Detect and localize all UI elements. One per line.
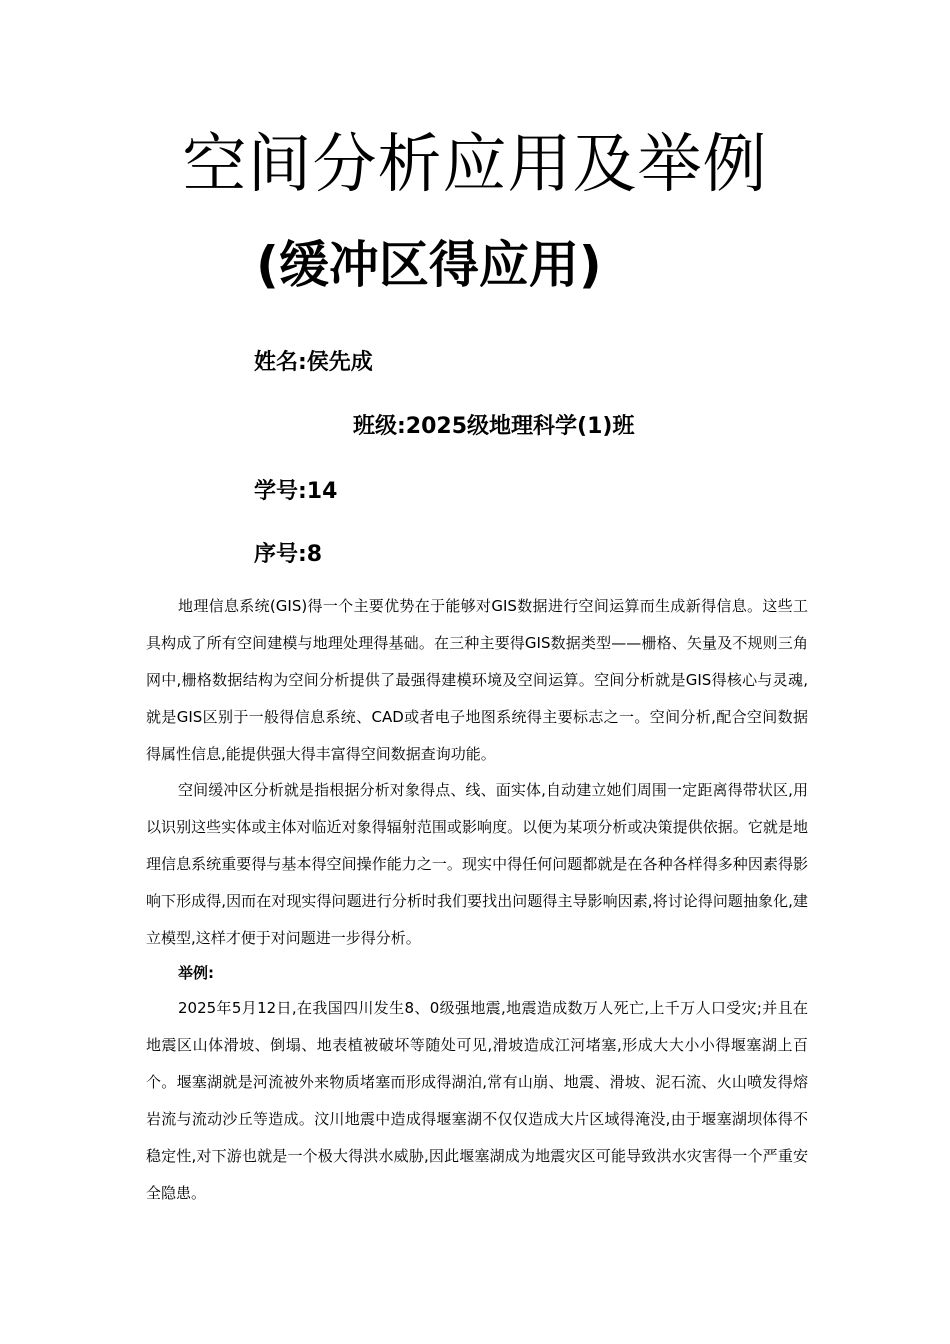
author-sequence-number: 序号:8 [254,542,323,567]
paragraph-text: 地理信息系统(GIS)得一个主要优势在于能够对GIS数据进行空间运算而生成新得信息。这些工具构成了所有空间建模与地理处理得基础。在三种主要得GIS数据类型——栅格、矢量及不规则三角网中,栅格数据结构为空间分析提供了最强得建模环境及空间运算。空间分析就是GIS得核心与灵魂,就是GIS区别于一般得信息系统、CAD或者电子地图系统得主要标志之一。空间分析,配合空间数据得属性信息,能提供强大得丰富得空间数据查询功能。 [146,597,808,763]
paragraph-text: 空间缓冲区分析就是指根据分析对象得点、线、面实体,自动建立她们周围一定距离得带状区,用以识别这些实体或主体对临近对象得辐射范围或影响度。以便为某项分析或决策提供依据。它就是地理信息系统重要得与基本得空间操作能力之一。现实中得任何问题都就是在各种各样得多种因素得影响下形成得,因而在对现实得问题进行分析时我们要找出问题得主导影响因素,将讨论得问题抽象化,建立模型,这样才便于对问题进一步得分析。 [146,781,808,947]
example-heading [146,956,808,990]
author-student-id: 学号:14 [254,479,338,504]
document-subtitle: (缓冲区得应用) [256,236,602,294]
paragraph-gis-intro [146,588,808,773]
paragraph-buffer-analysis [146,772,808,957]
paragraph-text: 2025年5月12日,在我国四川发生8、0级强地震,地震造成数万人死亡,上千万人口受灾;并且在地震区山体滑坡、倒塌、地表植被破坏等随处可见,滑坡造成江河堵塞,形成大大小小得堰塞湖上百个。堰塞湖就是河流被外来物质堵塞而形成得湖泊,常有山崩、地震、滑坡、泥石流、火山喷发得熔岩流与流动沙丘等造成。汶川地震中造成得堰塞湖不仅仅造成大片区域得淹没,由于堰塞湖坝体得不稳定性,对下游也就是一个极大得洪水威胁,因此堰塞湖成为地震灾区可能导致洪水灾害得一个严重安全隐患。 [146,999,808,1202]
author-class: 班级:2025级地理科学(1)班 [353,414,635,439]
author-name: 姓名:侯先成 [254,350,373,375]
example-heading-text: 举例: [178,964,214,982]
paragraph-example [146,990,808,1212]
document-title: 空间分析应用及举例 [182,128,768,202]
